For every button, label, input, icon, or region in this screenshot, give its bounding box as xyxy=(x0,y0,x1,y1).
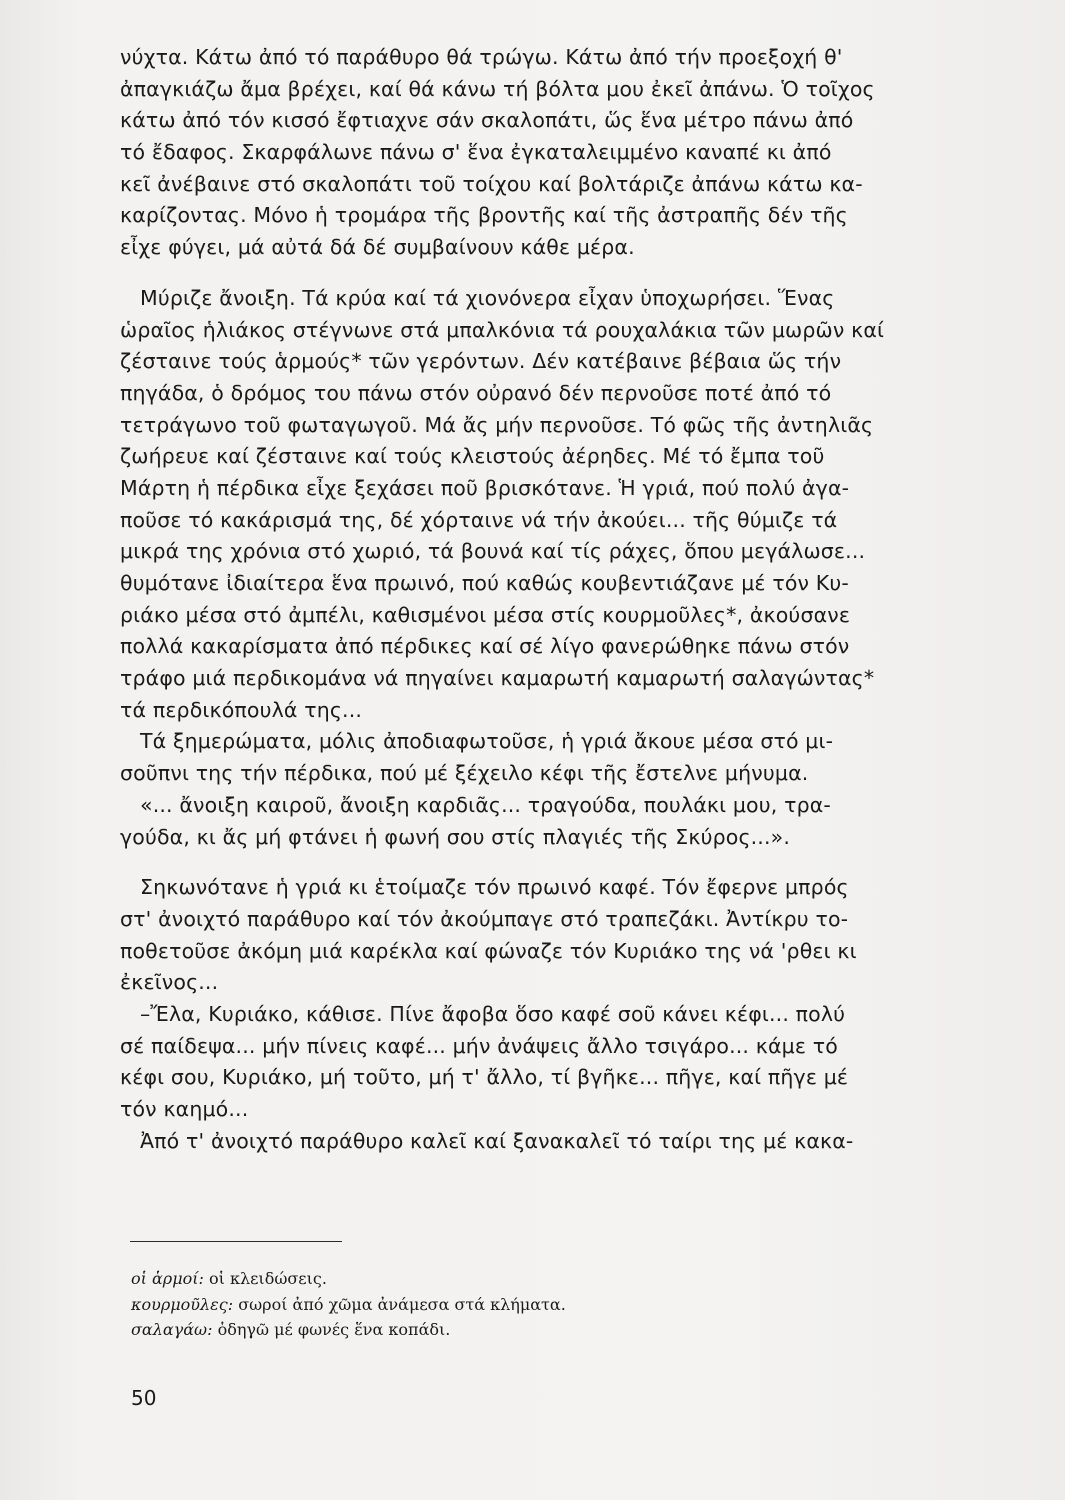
text-line: καρίζοντας. Μόνο ἡ τρομάρα τῆς βροντῆς καί τῆς ἀστραπῆς δέν τῆς xyxy=(120,203,848,228)
text-line: Τά ξημερώματα, μόλις ἀποδιαφωτοῦσε, ἡ γριά ἄκουε μέσα στό μι- xyxy=(120,729,834,754)
text-line: ποθετοῦσε ἀκόμη μιά καρέκλα καί φώναζε τόν Κυριάκο της νά 'ρθει κι xyxy=(120,938,857,963)
text-line: πολλά κακαρίσματα ἀπό πέρδικες καί σέ λίγο φανερώθηκε πάνω στόν xyxy=(120,634,850,659)
text-line: κάτω ἀπό τόν κισσό ἔφτιαχνε σάν σκαλοπάτι, ὥς ἕνα μέτρο πάνω ἀπό xyxy=(120,108,854,133)
text-line: Μύριζε ἄνοιξη. Τά κρύα καί τά χιονόνερα εἶχαν ὑποχωρήσει. Ἕνας xyxy=(120,285,835,310)
text-line: θυμότανε ἰδιαίτερα ἕνα πρωινό, πού καθώς κουβεντιάζανε μέ τόν Κυ- xyxy=(120,571,849,595)
page-number: 50 xyxy=(131,1386,157,1410)
body-text xyxy=(120,42,980,1157)
text-line: –Ἔλα, Κυριάκο, κάθισε. Πίνε ἄφοβα ὅσο καφέ σοῦ κάνει κέφι... πολύ xyxy=(120,1001,846,1026)
text-line: ποῦσε τό κακάρισμά της, δέ χόρταινε νά τήν ἀκούει... τῆς θύμιζε τά xyxy=(120,507,838,532)
text-line: «... ἄνοιξη καιροῦ, ἄνοιξη καρδιᾶς... τραγούδα, πουλάκι μου, τρα- xyxy=(120,792,831,817)
text-line: τόν καημό... xyxy=(120,1097,249,1121)
text-line: νύχτα. Κάτω ἀπό τό παράθυρο θά τρώγω. Κάτω ἀπό τήν προεξοχή θ' xyxy=(120,45,843,69)
text-line: ἐκεῖνος... xyxy=(120,970,219,995)
text-line: μικρά της χρόνια στό χωριό, τά βουνά καί τίς ράχες, ὅπου μεγάλωσε... xyxy=(120,539,866,564)
text-line: τράφο μιά περδικομάνα νά πηγαίνει καμαρωτή καμαρωτή σαλαγώντας* xyxy=(120,666,875,691)
text-line: τά περδικόπουλά της... xyxy=(120,697,363,722)
text-line: σοῦπνι της τήν πέρδικα, πού μέ ξέχειλο κέφι τῆς ἔστελνε μήνυμα. xyxy=(120,761,809,786)
footnote-term: κουρμοῦλες: xyxy=(131,1294,234,1314)
footnote-term: οἱ ἁρμοί: xyxy=(131,1269,204,1288)
footnote-definition: ὁδηγῶ μέ φωνές ἕνα κοπάδι. xyxy=(217,1320,451,1339)
text-line: ριάκο μέσα στό ἀμπέλι, καθισμένοι μέσα στίς κουρμοῦλες*, ἀκούσανε xyxy=(120,602,851,627)
text-line: τό ἔδαφος. Σκαρφάλωνε πάνω σ' ἕνα ἐγκαταλειμμένο καναπέ κι ἀπό xyxy=(120,140,832,165)
text-line: Σηκωνότανε ἡ γριά κι ἑτοίμαζε τόν πρωινό καφέ. Τόν ἔφερνε μπρός xyxy=(120,875,849,900)
footnote xyxy=(131,1266,891,1292)
paragraph-gap xyxy=(120,264,980,283)
text-line: ὡραῖος ἡλιάκος στέγνωνε στά μπαλκόνια τά ρουχαλάκια τῶν μωρῶν καί xyxy=(120,317,885,342)
text-line: κεῖ ἀνέβαινε στό σκαλοπάτι τοῦ τοίχου καί βολτάριζε ἀπάνω κάτω κα- xyxy=(120,171,863,196)
text-line: πηγάδα, ὁ δρόμος του πάνω στόν οὐρανό δέν περνοῦσε ποτέ ἀπό τό xyxy=(120,380,832,405)
text-line: γούδα, κι ἄς μή φτάνει ἡ φωνή σου στίς πλαγιές τῆς Σκύρος...». xyxy=(120,824,790,849)
text-line: Μάρτη ἡ πέρδικα εἶχε ξεχάσει ποῦ βρισκότανε. Ἡ γριά, πού πολύ ἀγα- xyxy=(120,475,850,500)
footnote xyxy=(131,1292,891,1318)
text-line: ζέσταινε τούς ἁρμούς* τῶν γερόντων. Δέν κατέβαινε βέβαια ὥς τήν xyxy=(120,349,842,374)
footnote-definition: σωροί ἀπό χῶμα ἀνάμεσα στά κλήματα. xyxy=(238,1294,566,1314)
text-line: εἶχε φύγει, μά αὐτά δά δέ συμβαίνουν κάθε μέρα. xyxy=(120,235,635,260)
text-line: ἀπαγκιάζω ἄμα βρέχει, καί θά κάνω τή βόλτα μου ἐκεῖ ἀπάνω. Ὁ τοῖχος xyxy=(120,76,875,101)
footnote-separator xyxy=(130,1241,342,1242)
text-line: στ' ἀνοιχτό παράθυρο καί τόν ἀκούμπαγε στό τραπεζάκι. Ἀντίκρυ το- xyxy=(120,906,849,931)
footnotes xyxy=(131,1266,891,1343)
text-line: τετράγωνο τοῦ φωταγωγοῦ. Μά ἄς μήν περνοῦσε. Τό φῶς τῆς ἀντηλιᾶς xyxy=(120,412,874,437)
text-line: Ἀπό τ' ἀνοιχτό παράθυρο καλεῖ καί ξανακαλεῖ τό ταίρι της μέ κακα- xyxy=(120,1128,854,1153)
text-line: ζωήρευε καί ζέσταινε καί τούς κλειστούς ἀέρηδες. Μέ τό ἔμπα τοῦ xyxy=(120,444,825,469)
footnote-term: σαλαγάω: xyxy=(131,1320,213,1339)
text-line: κέφι σου, Κυριάκο, μή τοῦτο, μή τ' ἄλλο, τί βγῆκε... πῆγε, καί πῆγε μέ xyxy=(120,1065,849,1090)
paragraph-gap xyxy=(120,853,980,872)
text-line: σέ παίδεψα... μήν πίνεις καφέ... μήν ἀνάψεις ἄλλο τσιγάρο... κάμε τό xyxy=(120,1033,838,1058)
footnote xyxy=(131,1317,891,1343)
footnote-definition: οἱ κλειδώσεις. xyxy=(209,1269,327,1288)
